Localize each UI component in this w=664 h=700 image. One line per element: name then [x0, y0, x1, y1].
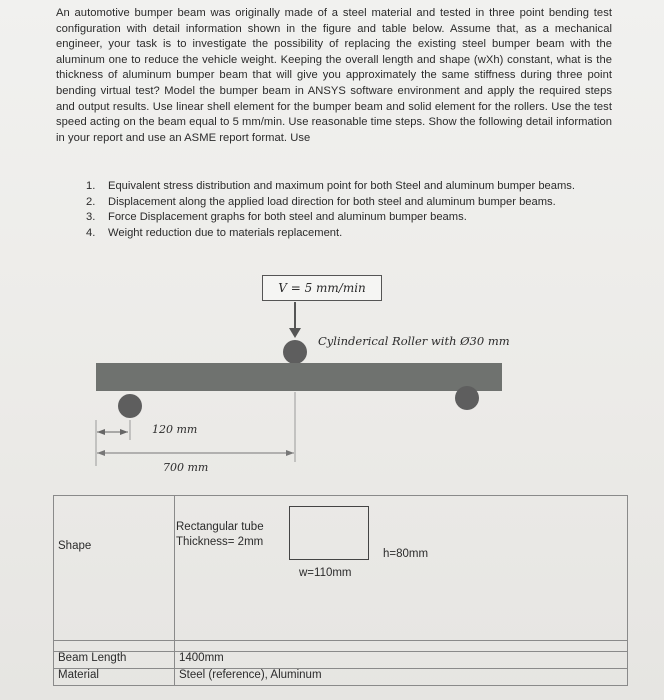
shape-value-cell	[175, 496, 628, 641]
task-number: 3.	[86, 211, 96, 224]
list-item	[86, 195, 575, 211]
list-item	[86, 226, 575, 242]
dim-arrowhead-icon	[97, 429, 105, 435]
support-dimension-label: 120 mm	[152, 423, 198, 436]
length-value: 1400mm	[175, 652, 628, 669]
right-support-roller	[455, 386, 479, 410]
problem-paragraph: An automotive bumper beam was originally made of a steel material and tested in three point bending test configuration with detail information shown in the figure and table below. Assume that, as a mechanical engineer, your task is to investigate the possibility of replacing the existing steel bumper beam with the aluminum one to reduce the vehicle weight. Keeping the overall length and shape (wXh) constant, what is the thickness of aluminum bumper beam that will give you approximately the same stiffness during three point bending virtual test? Model the bumper beam in ANSYS software environment and apply the required steps and output results. Use linear shell element for the bumper beam and solid element for the rollers. Use the test speed acting on the beam equal to 5 mm/min. Use reasonable time steps. Show the following detail information in your report and use an ASME report format. Use	[56, 7, 612, 144]
speed-label: V = 5 mm/min	[278, 281, 366, 295]
task-text: Force Displacement graphs for both steel and aluminum bumper beams.	[108, 211, 467, 224]
empty-cell	[54, 641, 175, 652]
material-label: Material	[54, 669, 175, 686]
material-value: Steel (reference), Aluminum	[175, 669, 628, 686]
half-span-dimension-label: 700 mm	[163, 461, 209, 474]
dim-arrowhead-icon	[97, 450, 105, 456]
list-item	[86, 210, 575, 226]
table-row	[54, 669, 628, 686]
task-list	[86, 179, 575, 241]
bumper-beam	[96, 363, 502, 391]
width-label: w=110mm	[299, 567, 352, 579]
roller-label: Cylinderical Roller with Ø30 mm	[318, 334, 510, 348]
table-row	[54, 652, 628, 669]
list-item	[86, 179, 575, 195]
length-label: Beam Length	[54, 652, 175, 669]
dim-arrowhead-icon	[286, 450, 294, 456]
task-number: 4.	[86, 226, 96, 239]
shape-description	[176, 520, 264, 550]
load-roller	[283, 340, 307, 364]
dim-arrowhead-icon	[120, 429, 128, 435]
shape-label-cell	[54, 496, 175, 641]
task-text: Weight reduction due to materials replacement.	[108, 226, 343, 239]
cross-section-rectangle	[289, 506, 369, 560]
task-number: 2.	[86, 195, 96, 208]
empty-cell	[175, 641, 628, 652]
left-support-roller	[118, 394, 142, 418]
shape-type: Rectangular tube	[176, 521, 264, 533]
task-text: Equivalent stress distribution and maximum point for both Steel and aluminum bumper beams.	[108, 180, 576, 192]
table-row	[54, 641, 628, 652]
height-label: h=80mm	[383, 548, 429, 560]
task-number: 1.	[86, 180, 96, 192]
shape-thickness: Thickness= 2mm	[176, 536, 264, 548]
load-arrowhead-icon	[289, 328, 301, 338]
shape-label: Shape	[58, 540, 92, 552]
task-text: Displacement along the applied load direction for both steel and aluminum bumper beams.	[108, 195, 556, 208]
speed-label-box	[262, 275, 382, 301]
